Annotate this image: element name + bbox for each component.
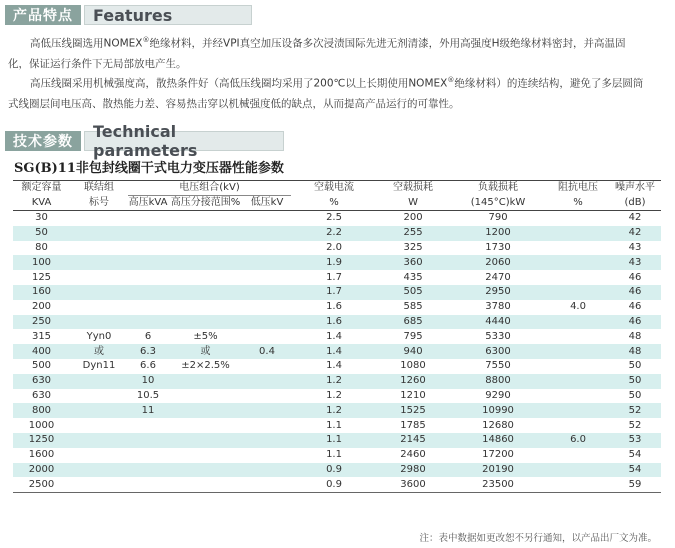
cell-ll: 17200 — [482, 449, 514, 461]
cell-lv — [243, 359, 291, 374]
cell-imp — [547, 448, 609, 463]
cell-nlc: 1.9 — [291, 255, 377, 270]
cell-grp — [70, 477, 128, 492]
cell-ll: 790 — [488, 212, 508, 224]
table-row — [13, 403, 661, 418]
cell-grp — [70, 374, 128, 389]
header-tap: 高压分接范围% — [168, 196, 243, 211]
header-load-loss-unit: (145°C)kW — [449, 196, 547, 211]
table-row — [13, 270, 661, 285]
cell-grp — [70, 211, 128, 226]
cell-hv — [128, 241, 168, 256]
header-noload-loss-unit: W — [377, 196, 449, 211]
cell-grp — [70, 270, 128, 285]
cell-tap: ±5% — [193, 330, 218, 342]
cell-noise: 42 — [628, 212, 642, 224]
p2-text-a: 高压线圈采用机械强度高，散热条件好（高低压线圈均采用了200℃以上长期使用NOMEX — [30, 77, 448, 90]
cell-nll: 940 — [377, 344, 449, 359]
cell-grp — [70, 389, 128, 404]
cell-ll: 5330 — [485, 330, 511, 342]
cell-grp — [70, 226, 128, 241]
cell-ll: 8800 — [449, 374, 547, 389]
cell-cap: 630 — [31, 389, 52, 401]
cell-cap: 315 — [31, 330, 52, 342]
cell-nlc: 0.9 — [291, 477, 377, 492]
cell-cap: 30 — [35, 212, 48, 224]
cell-imp — [547, 285, 609, 300]
cell-lv — [243, 270, 291, 285]
cell-nlc: 1.1 — [291, 433, 377, 448]
table-row — [13, 255, 661, 270]
cell-ll: 20190 — [449, 463, 547, 478]
cell-lv — [243, 211, 291, 226]
p1-text-c: 化，保证运行条件下无局部放电产生。 — [8, 57, 187, 70]
cell-noise: 46 — [609, 285, 661, 300]
cell-grp — [70, 255, 128, 270]
cell-nll: 1080 — [400, 360, 426, 372]
cell-tap: 或 — [168, 344, 243, 359]
cell-ll: 12680 — [482, 419, 514, 431]
header-noload-current-unit: % — [291, 196, 377, 211]
cell-cap: 1600 — [28, 449, 55, 461]
cell-nll: 255 — [377, 226, 449, 241]
cell-imp — [547, 477, 609, 492]
table-row — [13, 344, 661, 359]
registered-mark: ® — [142, 36, 150, 44]
cell-ll: 7550 — [485, 360, 511, 372]
cell-nll: 435 — [403, 271, 423, 283]
cell-noise: 59 — [609, 477, 661, 492]
cell-noise: 48 — [609, 344, 661, 359]
cell-hv: 6.6 — [140, 360, 156, 372]
cell-hv: 6.3 — [128, 344, 168, 359]
cell-nll: 505 — [377, 285, 449, 300]
cell-nll: 1260 — [377, 374, 449, 389]
cell-grp: Yyn0 — [86, 330, 112, 342]
features-header — [5, 5, 252, 25]
table-row — [13, 374, 661, 389]
cell-tap — [168, 211, 243, 226]
cell-tap — [168, 477, 243, 492]
cell-nlc: 2.0 — [326, 241, 342, 253]
table-title: SG(B)11非包封线圈干式电力变压器性能参数 — [14, 161, 284, 176]
cell-imp — [547, 255, 609, 270]
header-voltage: 电压组合(kV) — [128, 181, 291, 196]
cell-nlc: 1.4 — [291, 344, 377, 359]
tech-params-header — [5, 122, 284, 160]
cell-lv — [243, 285, 291, 300]
cell-grp — [70, 315, 128, 330]
cell-tap — [168, 389, 243, 404]
table-row — [13, 241, 661, 256]
header-impedance-unit: % — [547, 196, 609, 211]
cell-nlc: 1.4 — [326, 330, 342, 342]
header-hv: 高压kVA — [128, 196, 168, 211]
cell-nll: 2460 — [400, 449, 426, 461]
cell-ll: 14860 — [449, 433, 547, 448]
cell-imp — [547, 418, 609, 433]
cell-tap — [168, 448, 243, 463]
cell-cap: 2500 — [13, 477, 70, 492]
cell-tap — [168, 418, 243, 433]
cell-cap: 200 — [31, 301, 52, 313]
table-row — [13, 463, 661, 478]
cell-tap: ±2×2.5% — [181, 360, 230, 372]
cell-noise: 53 — [609, 433, 661, 448]
cell-tap — [168, 300, 243, 315]
cell-lv — [243, 389, 291, 404]
table-row — [13, 226, 661, 241]
cell-hv — [128, 300, 168, 315]
cell-grp — [70, 418, 128, 433]
header-noise-unit: (dB) — [609, 196, 661, 211]
cell-nlc: 1.6 — [291, 315, 377, 330]
cell-cap: 630 — [13, 374, 70, 389]
cell-imp — [547, 344, 609, 359]
cell-nlc: 1.2 — [326, 389, 342, 401]
cell-cap: 250 — [13, 315, 70, 330]
cell-noise: 46 — [609, 315, 661, 330]
cell-ll: 3780 — [485, 301, 511, 313]
cell-hv — [128, 255, 168, 270]
cell-imp: 6.0 — [547, 433, 609, 448]
cell-lv — [243, 477, 291, 492]
cell-nll: 1785 — [400, 419, 426, 431]
cell-hv — [128, 448, 168, 463]
cell-imp — [547, 359, 609, 374]
cell-hv — [128, 433, 168, 448]
header-capacity-unit: KVA — [13, 196, 70, 211]
table-row — [13, 211, 661, 226]
cell-nlc: 1.4 — [326, 360, 342, 372]
cell-lv — [243, 226, 291, 241]
cell-hv: 10.5 — [136, 389, 160, 401]
cell-lv — [243, 418, 291, 433]
cell-ll: 2060 — [449, 255, 547, 270]
table-row — [13, 359, 661, 374]
cell-grp: 或 — [70, 344, 128, 359]
cell-cap: 400 — [13, 344, 70, 359]
cell-grp — [70, 448, 128, 463]
table-row — [13, 285, 661, 300]
cell-noise: 46 — [628, 301, 642, 313]
cell-noise: 54 — [628, 449, 642, 461]
registered-mark: ® — [447, 76, 455, 84]
header-noise: 噪声水平 — [609, 181, 661, 196]
cell-hv — [128, 226, 168, 241]
cell-hv — [128, 211, 168, 226]
cell-noise: 42 — [609, 226, 661, 241]
features-title-en: Features — [84, 5, 252, 25]
cell-ll: 1200 — [449, 226, 547, 241]
cell-cap: 160 — [13, 285, 70, 300]
header-noload-current: 空载电流 — [291, 181, 377, 196]
cell-nll: 2980 — [377, 463, 449, 478]
cell-tap — [168, 285, 243, 300]
features-title-cn: 产品特点 — [5, 5, 81, 25]
p2-text-b: 绝缘材料）的连续结构，避免了多层圆筒 — [454, 77, 644, 90]
p2-text-c: 式线圈层间电压高、散热能力差、容易热击穿以机械强度低的缺点，从而提高产品运行的可靠性。 — [8, 97, 460, 110]
cell-hv — [128, 463, 168, 478]
cell-tap — [168, 255, 243, 270]
cell-ll: 10990 — [449, 403, 547, 418]
cell-noise: 48 — [628, 330, 642, 342]
cell-nlc: 1.1 — [326, 449, 342, 461]
cell-tap — [168, 315, 243, 330]
cell-grp — [70, 403, 128, 418]
cell-cap: 1250 — [13, 433, 70, 448]
footnote: 注：表中数据如更改恕不另行通知，以产品出厂文为准。 — [419, 533, 657, 544]
cell-imp — [547, 270, 609, 285]
p1-text-b: 绝缘材料，并经VPI真空加压设备多次浸渍国际先进无剂清漆，外用高强度H级绝缘材料密封，并高温固 — [149, 37, 626, 50]
cell-nlc: 1.2 — [291, 403, 377, 418]
cell-noise: 50 — [628, 360, 642, 372]
cell-imp — [547, 389, 609, 404]
cell-ll: 4440 — [449, 315, 547, 330]
cell-nlc: 1.1 — [326, 419, 342, 431]
cell-noise: 46 — [628, 271, 642, 283]
table-row — [13, 448, 661, 463]
cell-ll: 9290 — [485, 389, 511, 401]
table-row — [13, 329, 661, 344]
cell-noise: 50 — [628, 389, 642, 401]
features-paragraph-2 — [8, 70, 668, 114]
cell-lv — [243, 374, 291, 389]
cell-cap: 50 — [13, 226, 70, 241]
table-row — [13, 418, 661, 433]
cell-nlc: 1.7 — [326, 271, 342, 283]
cell-lv — [243, 433, 291, 448]
cell-hv: 10 — [128, 374, 168, 389]
table-row — [13, 477, 661, 492]
cell-lv: 0.4 — [243, 344, 291, 359]
cell-cap: 800 — [13, 403, 70, 418]
cell-ll: 6300 — [449, 344, 547, 359]
cell-grp — [70, 463, 128, 478]
cell-lv — [243, 300, 291, 315]
cell-grp — [70, 241, 128, 256]
cell-lv — [243, 241, 291, 256]
cell-ll: 2950 — [449, 285, 547, 300]
cell-hv: 6 — [144, 330, 152, 342]
cell-hv — [128, 270, 168, 285]
cell-noise: 50 — [609, 374, 661, 389]
cell-grp — [70, 285, 128, 300]
cell-nll: 685 — [377, 315, 449, 330]
table-row — [13, 433, 661, 448]
cell-hv: 11 — [128, 403, 168, 418]
cell-nll: 585 — [403, 301, 423, 313]
header-load-loss: 负载损耗 — [449, 181, 547, 196]
cell-hv — [128, 477, 168, 492]
cell-tap — [168, 226, 243, 241]
cell-noise: 43 — [609, 255, 661, 270]
cell-noise: 52 — [628, 419, 642, 431]
cell-nll: 795 — [403, 330, 423, 342]
cell-cap: 2000 — [13, 463, 70, 478]
cell-noise: 43 — [628, 241, 642, 253]
cell-nll: 325 — [403, 241, 423, 253]
spec-table — [13, 180, 661, 493]
cell-hv — [128, 418, 168, 433]
cell-hv — [128, 315, 168, 330]
cell-grp — [70, 433, 128, 448]
header-group: 联结组 — [70, 181, 128, 196]
header-group-sub: 标号 — [70, 196, 128, 211]
cell-ll: 23500 — [449, 477, 547, 492]
table-row — [13, 300, 661, 315]
cell-tap — [168, 403, 243, 418]
cell-nll: 3600 — [377, 477, 449, 492]
table-row — [13, 315, 661, 330]
cell-cap: 100 — [13, 255, 70, 270]
cell-imp — [547, 329, 609, 344]
cell-tap — [168, 433, 243, 448]
cell-tap — [168, 270, 243, 285]
cell-nlc: 0.9 — [291, 463, 377, 478]
header-lv: 低压kV — [243, 196, 291, 211]
cell-nll: 2145 — [377, 433, 449, 448]
cell-nll: 1210 — [400, 389, 426, 401]
cell-noise: 52 — [609, 403, 661, 418]
cell-lv — [243, 329, 291, 344]
features-paragraph-1 — [8, 30, 668, 74]
cell-noise: 54 — [609, 463, 661, 478]
cell-hv — [128, 285, 168, 300]
cell-lv — [243, 255, 291, 270]
cell-imp — [547, 463, 609, 478]
cell-nlc: 1.6 — [326, 301, 342, 313]
cell-imp — [547, 241, 609, 256]
cell-lv — [243, 463, 291, 478]
header-impedance: 阻抗电压 — [547, 181, 609, 196]
cell-nlc: 2.2 — [291, 226, 377, 241]
cell-cap: 1000 — [28, 419, 55, 431]
cell-tap — [168, 374, 243, 389]
tech-title-cn: 技术参数 — [5, 131, 81, 151]
cell-imp — [547, 374, 609, 389]
cell-nlc: 2.5 — [326, 212, 342, 224]
cell-lv — [243, 448, 291, 463]
cell-cap: 125 — [31, 271, 52, 283]
cell-nll: 1525 — [377, 403, 449, 418]
cell-lv — [243, 315, 291, 330]
cell-grp: Dyn11 — [82, 360, 116, 372]
cell-ll: 2470 — [485, 271, 511, 283]
cell-imp — [547, 226, 609, 241]
cell-tap — [168, 463, 243, 478]
cell-cap: 80 — [35, 241, 48, 253]
cell-nll: 200 — [403, 212, 423, 224]
cell-lv — [243, 403, 291, 418]
header-capacity: 额定容量 — [13, 181, 70, 196]
cell-imp: 4.0 — [570, 301, 586, 313]
header-noload-loss: 空载损耗 — [377, 181, 449, 196]
cell-grp — [70, 300, 128, 315]
cell-tap — [168, 241, 243, 256]
cell-imp — [547, 403, 609, 418]
tech-title-en: Technical parameters — [84, 131, 284, 151]
p1-text-a: 高低压线圈选用NOMEX — [30, 37, 143, 50]
cell-cap: 500 — [31, 360, 52, 372]
cell-imp — [547, 315, 609, 330]
cell-imp — [547, 211, 609, 226]
cell-nlc: 1.7 — [291, 285, 377, 300]
table-row — [13, 389, 661, 404]
cell-ll: 1730 — [485, 241, 511, 253]
cell-nlc: 1.2 — [291, 374, 377, 389]
cell-nll: 360 — [377, 255, 449, 270]
